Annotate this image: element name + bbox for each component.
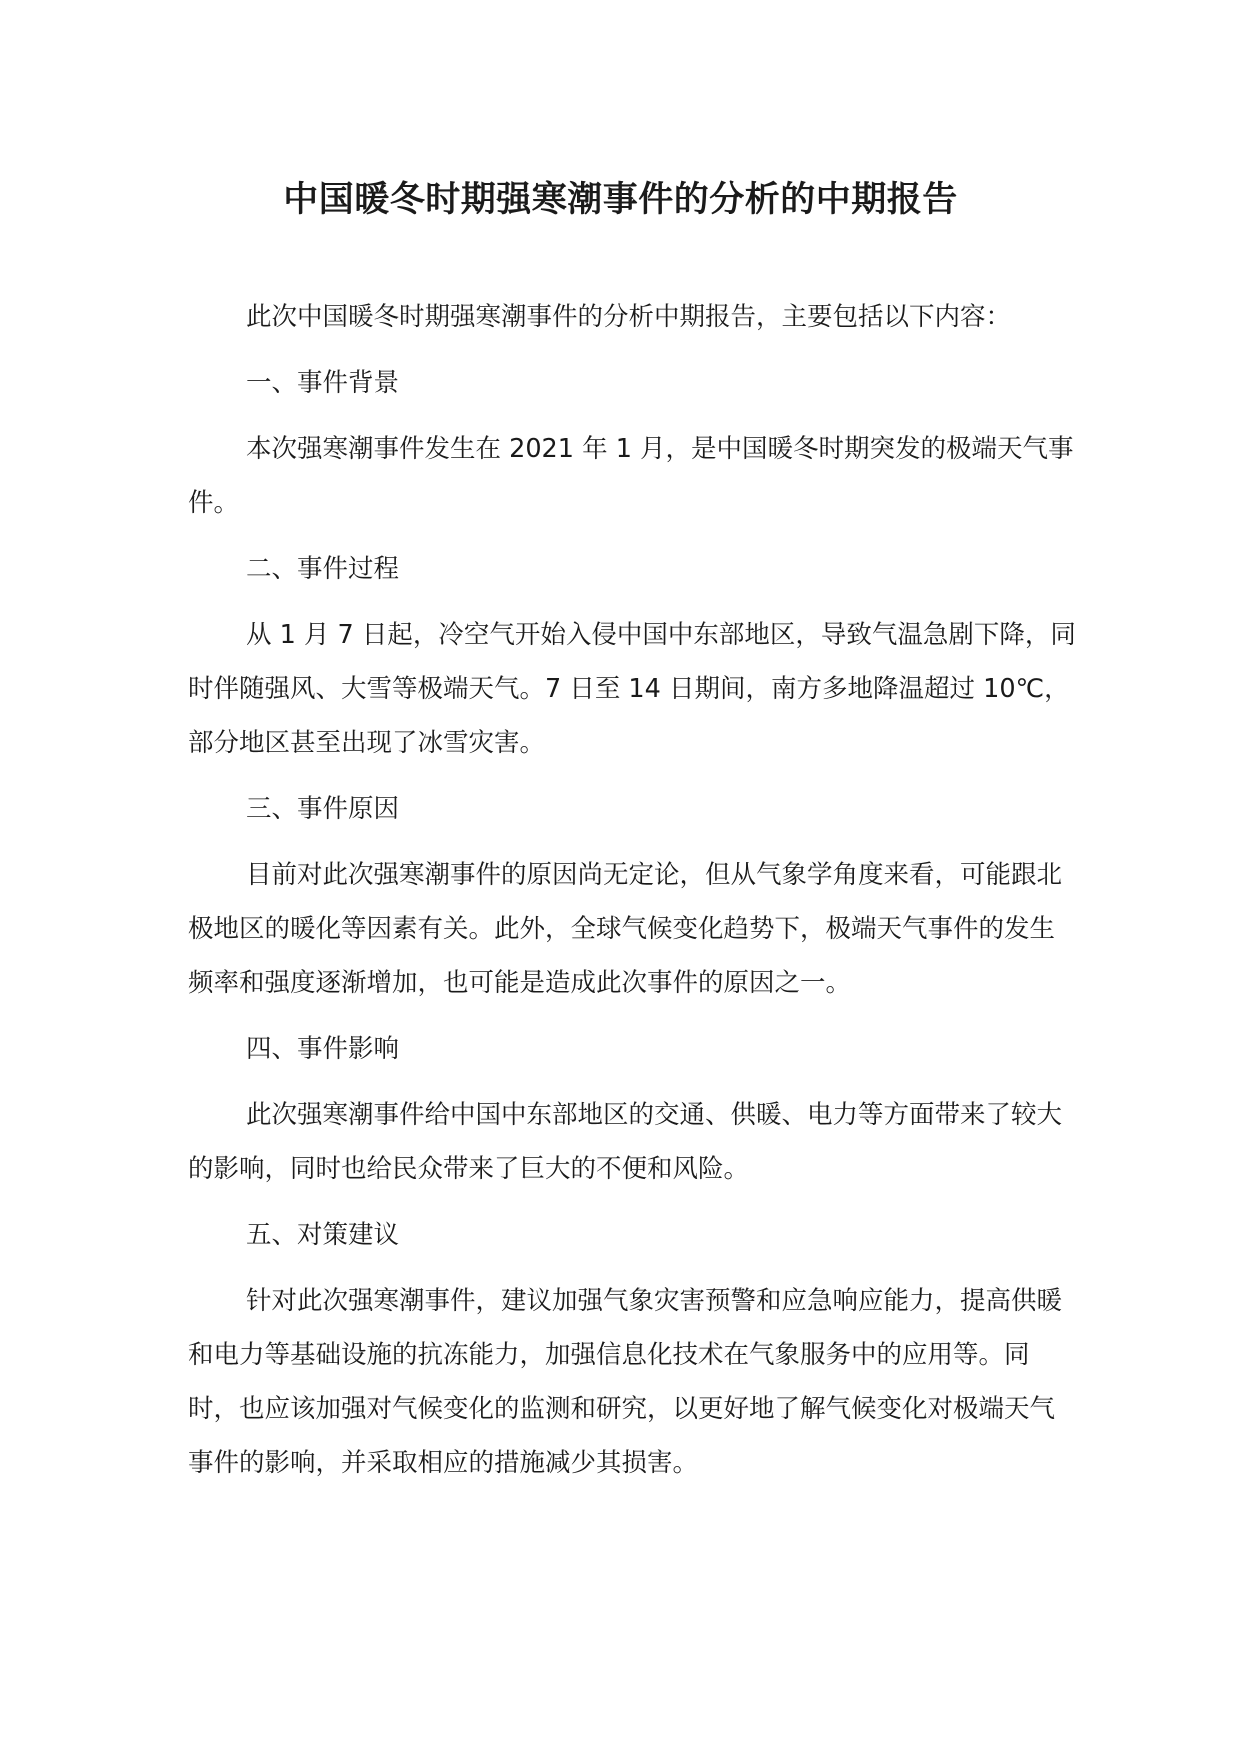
section-body-causes: 目前对此次强寒潮事件的原因尚无定论，但从气象学角度来看，可能跟北极地区的暖化等因素有关。此外，全球气候变化趋势下，极端天气事件的发生频率和强度逐渐增加，也可能是造成此次事件的原因之一。 (188, 860, 1063, 998)
document-title: 中国暖冬时期强寒潮事件的分析的中期报告 (283, 180, 958, 220)
section-heading-background: 一、事件背景 (246, 368, 400, 398)
section-body-impact: 此次强寒潮事件给中国中东部地区的交通、供暖、电力等方面带来了较大的影响，同时也给民众带来了巨大的不便和风险。 (188, 1100, 1063, 1184)
section-heading-recommendations: 五、对策建议 (246, 1220, 400, 1250)
section-heading-process: 二、事件过程 (246, 554, 400, 584)
section-body-process: 从 1 月 7 日起，冷空气开始入侵中国中东部地区，导致气温急剧下降，同时伴随强风、大雪等极端天气。7 日至 14 日期间，南方多地降温超过 10℃，部分地区甚至出现了冰雪灾害。 (188, 620, 1076, 758)
document-body (188, 290, 1078, 1490)
intro-paragraph: 此次中国暖冬时期强寒潮事件的分析中期报告，主要包括以下内容： (246, 302, 1012, 332)
section-heading-impact: 四、事件影响 (246, 1034, 400, 1064)
section-body-background: 本次强寒潮事件发生在 2021 年 1 月，是中国暖冬时期突发的极端天气事件。 (188, 434, 1074, 518)
section-heading-causes: 三、事件原因 (246, 794, 400, 824)
section-body-recommendations: 针对此次强寒潮事件，建议加强气象灾害预警和应急响应能力，提高供暖和电力等基础设施的抗冻能力，加强信息化技术在气象服务中的应用等。同时，也应该加强对气候变化的监测和研究，以更好地了解气候变化对极端天气事件的影响，并采取相应的措施减少其损害。 (188, 1286, 1063, 1478)
